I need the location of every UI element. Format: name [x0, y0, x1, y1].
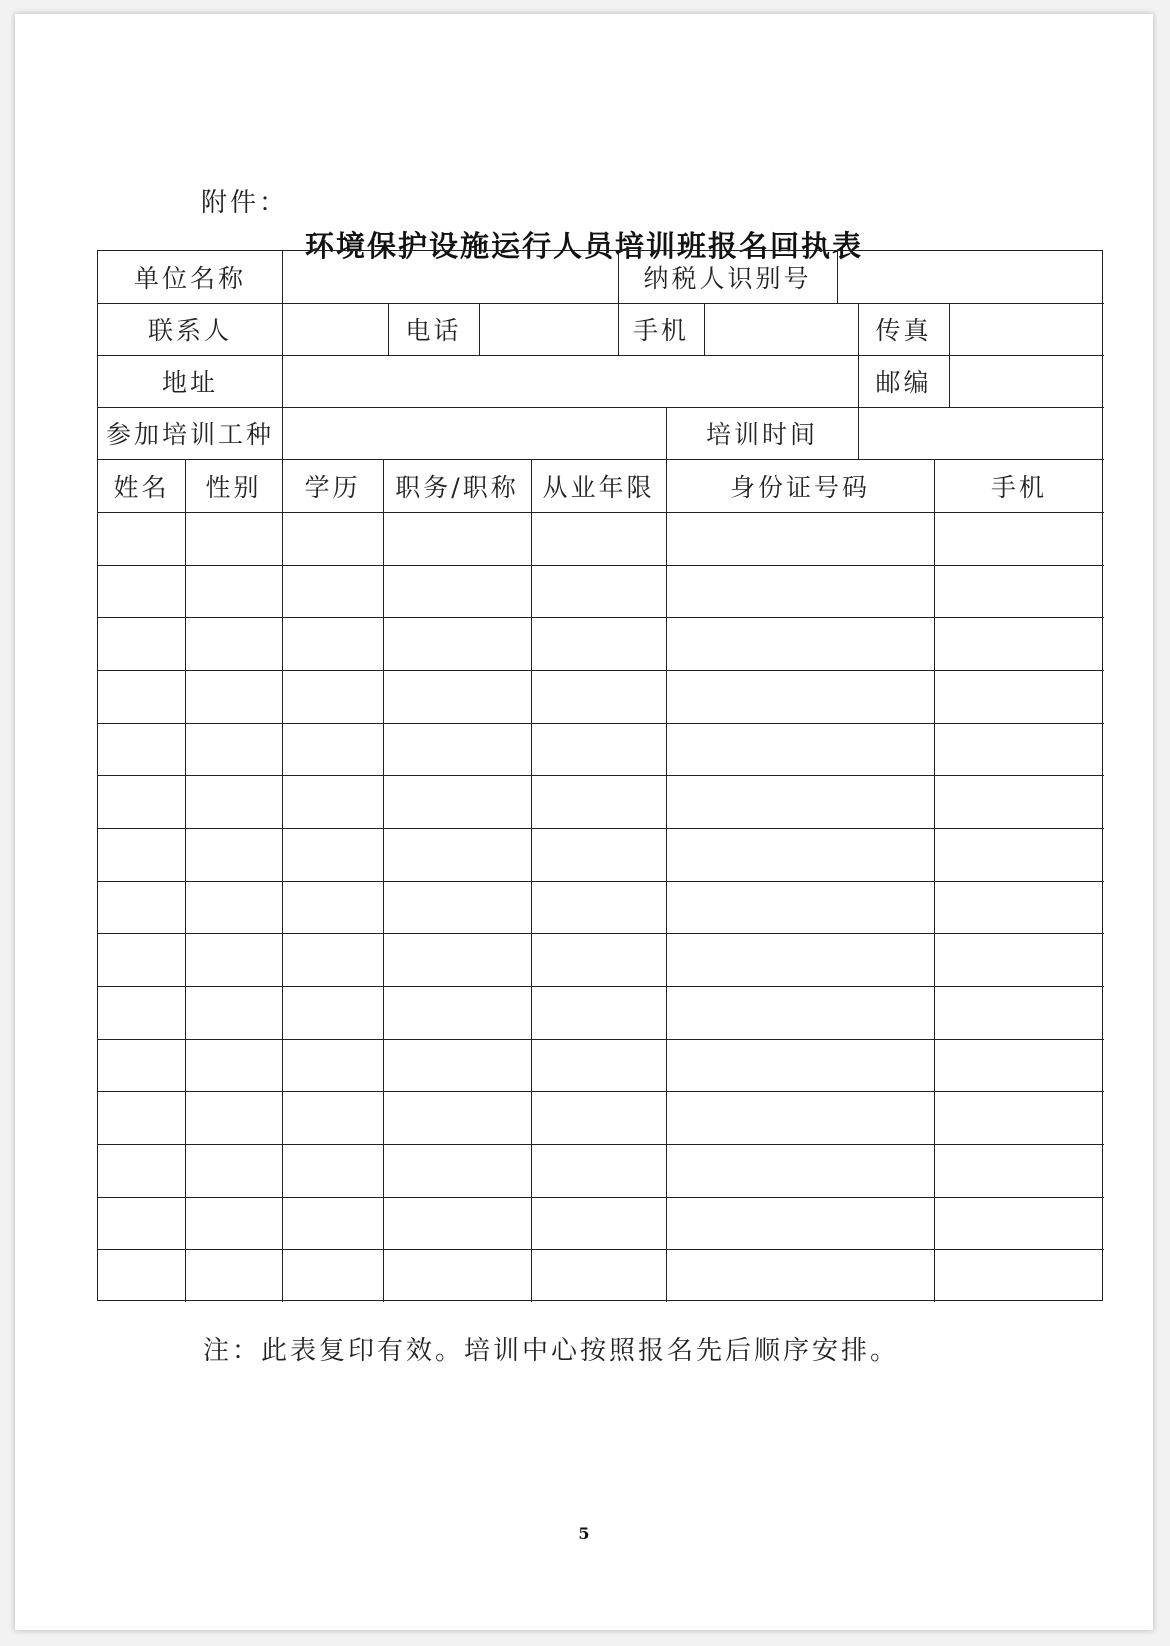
table-row-line — [98, 1091, 1104, 1092]
col-line — [479, 303, 480, 355]
label-taxpayer-id: 纳税人识别号 — [643, 264, 812, 293]
header-education: 学历 — [304, 472, 361, 502]
row-line — [98, 512, 1104, 513]
label-mobile: 手机 — [632, 316, 689, 345]
label-contact: 联系人 — [147, 316, 232, 345]
table-row-line — [98, 617, 1104, 618]
header-years: 从业年限 — [542, 472, 655, 502]
table-row-line — [98, 986, 1104, 987]
label-fax: 传真 — [875, 316, 932, 345]
table-row-line — [98, 881, 1104, 882]
label-unit-name: 单位名称 — [133, 264, 246, 293]
table-row-line — [98, 723, 1104, 724]
table-row-line — [98, 1144, 1104, 1145]
attachment-label: 附件： — [201, 188, 289, 218]
footnote: 注：此表复印有效。培训中心按照报名先后顺序安排。 — [203, 1336, 900, 1366]
label-postcode: 邮编 — [875, 368, 932, 397]
header-gender: 性别 — [205, 472, 262, 502]
col-line — [949, 303, 950, 407]
header-name: 姓名 — [113, 472, 170, 502]
table-row-line — [98, 1249, 1104, 1250]
col-line — [858, 407, 859, 459]
table-row-line — [98, 1197, 1104, 1198]
col-line — [704, 303, 705, 355]
form-title: 环境保护设施运行人员培训班报名回执表 — [304, 229, 863, 263]
col-line — [282, 251, 283, 459]
table-row-line — [98, 828, 1104, 829]
label-phone: 电话 — [405, 316, 462, 345]
label-training-time: 培训时间 — [705, 420, 818, 449]
col-line — [837, 251, 838, 303]
label-address: 地址 — [161, 368, 218, 397]
label-training-type: 参加培训工种 — [105, 420, 274, 449]
header-position: 职务/职称 — [395, 472, 519, 502]
registration-form-table — [97, 250, 1103, 1301]
table-row-line — [98, 1039, 1104, 1040]
document-page — [15, 14, 1153, 1630]
header-mobile: 手机 — [990, 472, 1047, 502]
table-row-line — [98, 565, 1104, 566]
table-row-line — [98, 775, 1104, 776]
page-number: 5 — [578, 1524, 590, 1543]
header-id-number: 身份证号码 — [729, 472, 870, 502]
table-row-line — [98, 670, 1104, 671]
table-row-line — [98, 933, 1104, 934]
